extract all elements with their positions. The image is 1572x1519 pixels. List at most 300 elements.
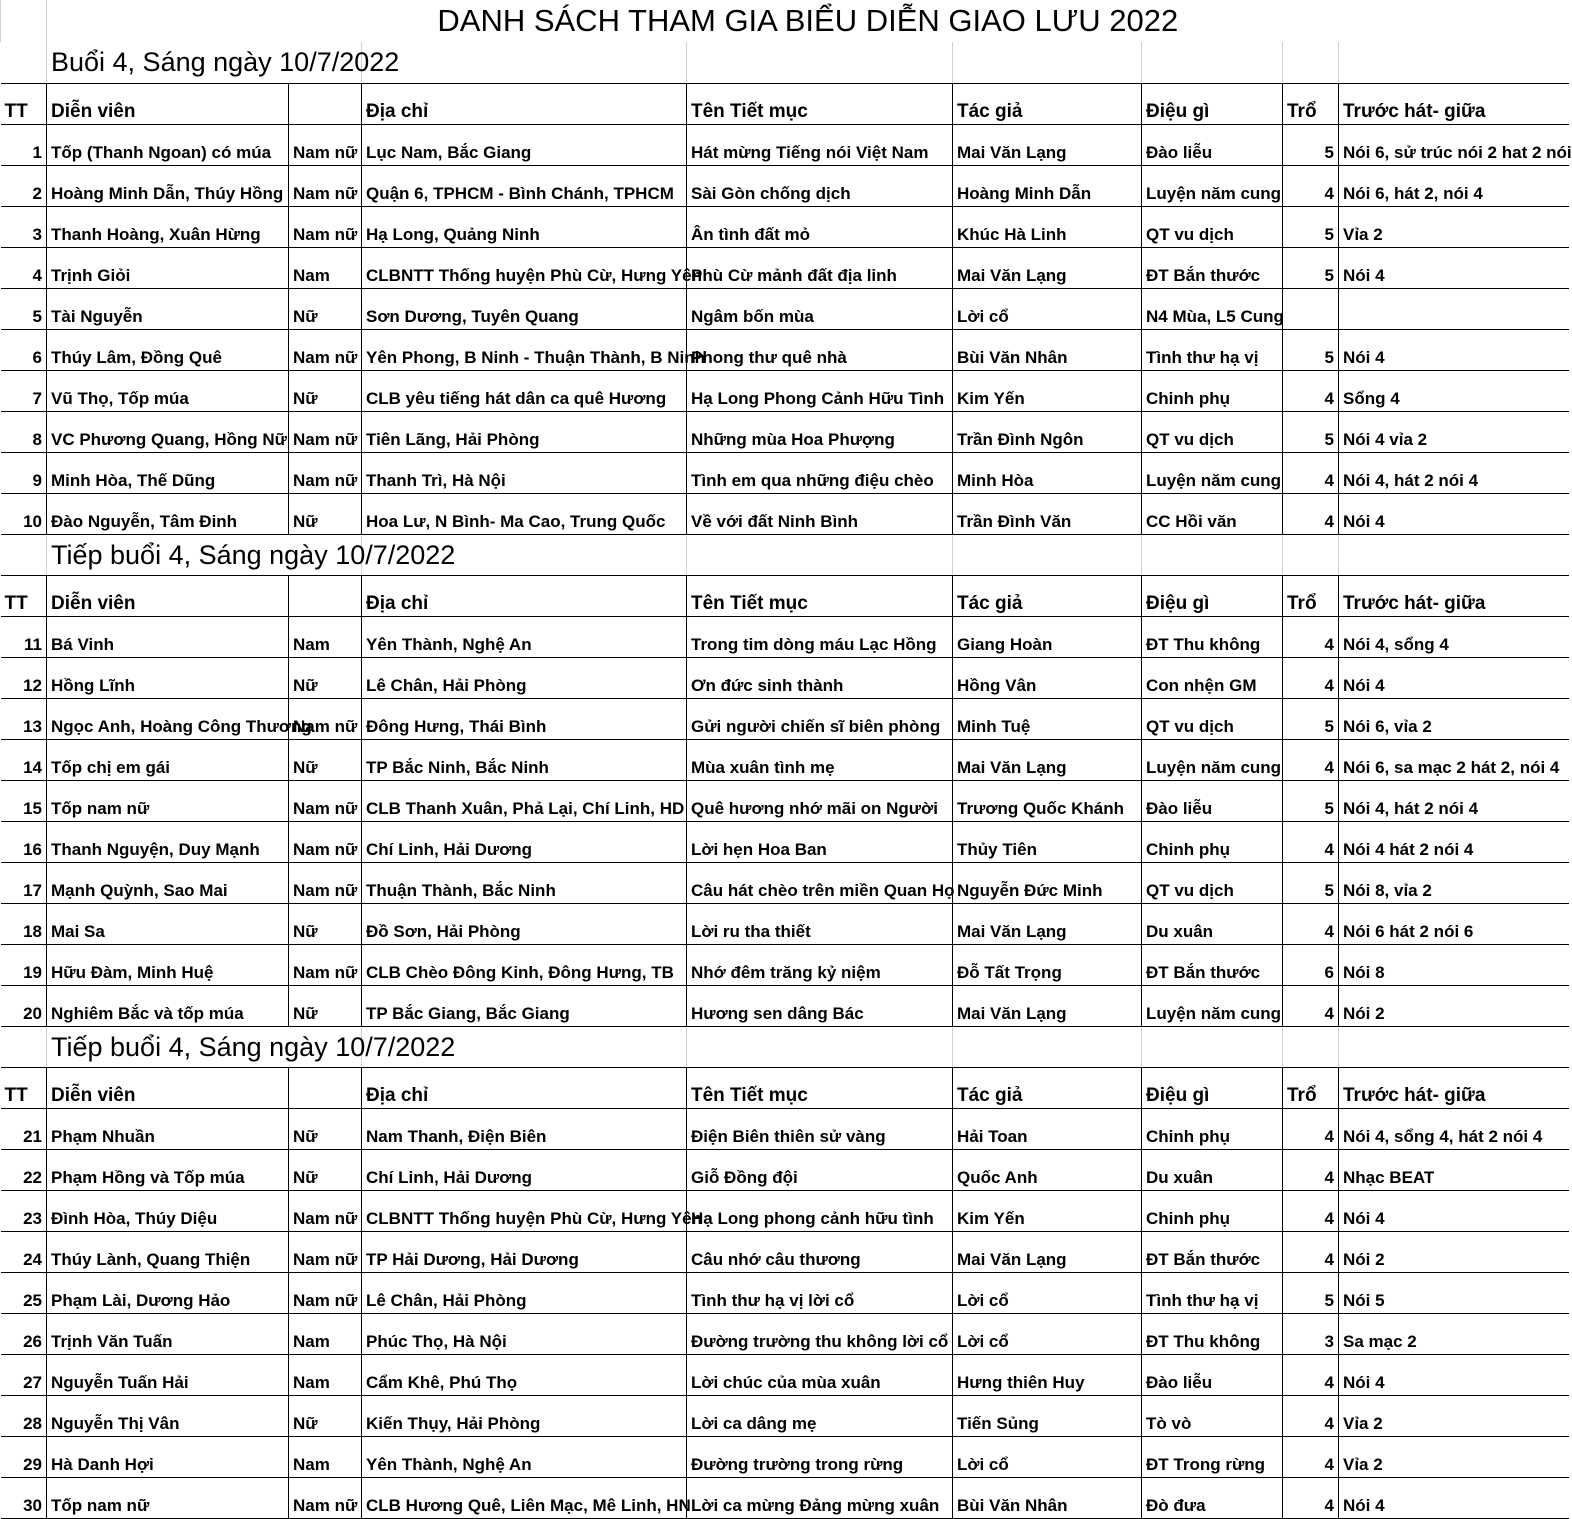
cell-gender: Nữ	[289, 493, 362, 534]
column-header-row	[1, 1067, 1569, 1108]
cell-gender: Nam nữ	[289, 780, 362, 821]
table-row	[1, 616, 1569, 657]
cell-performer: Mạnh Quỳnh, Sao Mai	[47, 862, 289, 903]
cell-gender: Nữ	[289, 903, 362, 944]
cell-tro: 4	[1283, 1190, 1339, 1231]
cell-author: Hải Toan	[953, 1108, 1142, 1149]
cell-tune: Đào liễu	[1142, 1354, 1283, 1395]
cell-address: Tiên Lãng, Hải Phòng	[362, 411, 687, 452]
cell-before-mid: Nói 4	[1339, 1477, 1569, 1518]
cell-piece: Hát mừng Tiếng nói Việt Nam	[687, 124, 953, 165]
column-header-before-mid: Trước hát- giữa	[1339, 1067, 1569, 1108]
cell-tro: 3	[1283, 1313, 1339, 1354]
cell-performer: Tốp nam nữ	[47, 780, 289, 821]
cell-piece: Đường trường thu không lời cổ	[687, 1313, 953, 1354]
cell-before-mid: Nói 4	[1339, 1190, 1569, 1231]
cell-piece: Lời chúc của mùa xuân	[687, 1354, 953, 1395]
cell-author: Minh Tuệ	[953, 698, 1142, 739]
column-header-address: Địa chỉ	[362, 575, 687, 616]
cell-tt: 22	[1, 1149, 47, 1190]
cell-author: Tiến Sủng	[953, 1395, 1142, 1436]
cell-tt: 23	[1, 1190, 47, 1231]
empty-cell	[953, 534, 1142, 575]
table-row	[1, 124, 1569, 165]
cell-gender: Nam nữ	[289, 821, 362, 862]
cell-piece: Hạ Long phong cảnh hữu tình	[687, 1190, 953, 1231]
cell-author: Mai Văn Lạng	[953, 1231, 1142, 1272]
cell-tro: 4	[1283, 1395, 1339, 1436]
cell-tune: Con nhện GM	[1142, 657, 1283, 698]
empty-cell	[1283, 42, 1339, 83]
column-header-before-mid: Trước hát- giữa	[1339, 575, 1569, 616]
cell-tune: QT vu dịch	[1142, 411, 1283, 452]
cell-tune: Du xuân	[1142, 1149, 1283, 1190]
cell-performer: Hà Danh Hợi	[47, 1436, 289, 1477]
cell-before-mid: Nói 6, hát 2, nói 4	[1339, 165, 1569, 206]
cell-tro: 6	[1283, 944, 1339, 985]
table-row	[1, 493, 1569, 534]
cell-author: Quốc Anh	[953, 1149, 1142, 1190]
cell-tro: 4	[1283, 165, 1339, 206]
cell-piece: Tình thư hạ vị lời cổ	[687, 1272, 953, 1313]
cell-gender: Nam nữ	[289, 165, 362, 206]
cell-performer: Phạm Hồng và Tốp múa	[47, 1149, 289, 1190]
table-row	[1, 329, 1569, 370]
cell-tt: 24	[1, 1231, 47, 1272]
cell-piece: Quê hương nhớ mãi on Người	[687, 780, 953, 821]
cell-tune: Luyện năm cung	[1142, 452, 1283, 493]
cell-tt: 1	[1, 124, 47, 165]
cell-performer: Tốp chị em gái	[47, 739, 289, 780]
cell-gender: Nam nữ	[289, 124, 362, 165]
table-row	[1, 1313, 1569, 1354]
cell-address: Yên Thành, Nghệ An	[362, 1436, 687, 1477]
session-heading-row	[1, 1026, 1569, 1067]
cell-author: Hồng Vân	[953, 657, 1142, 698]
cell-piece: Nhớ đêm trăng kỷ niệm	[687, 944, 953, 985]
cell-address: Thuận Thành, Bắc Ninh	[362, 862, 687, 903]
cell-tro: 4	[1283, 739, 1339, 780]
cell-author: Mai Văn Lạng	[953, 124, 1142, 165]
table-row	[1, 739, 1569, 780]
cell-author: Nguyễn Đức Minh	[953, 862, 1142, 903]
column-header-performer: Diễn viên	[47, 83, 289, 124]
empty-cell	[687, 42, 953, 83]
cell-tt: 6	[1, 329, 47, 370]
cell-gender: Nam nữ	[289, 1477, 362, 1518]
cell-performer: Nguyễn Thị Vân	[47, 1395, 289, 1436]
cell-piece: Điện Biên thiên sử vàng	[687, 1108, 953, 1149]
cell-tro: 4	[1283, 1231, 1339, 1272]
cell-author: Lời cổ	[953, 1313, 1142, 1354]
cell-tt: 25	[1, 1272, 47, 1313]
cell-address: Cẩm Khê, Phú Thọ	[362, 1354, 687, 1395]
cell-tro: 5	[1283, 206, 1339, 247]
column-header-tro: Trổ	[1283, 83, 1339, 124]
session-heading: Buổi 4, Sáng ngày 10/7/2022	[47, 42, 362, 83]
empty-cell	[1339, 1026, 1569, 1067]
title-row	[1, 0, 1569, 42]
cell-tt: 4	[1, 247, 47, 288]
cell-address: TP Bắc Giang, Bắc Giang	[362, 985, 687, 1026]
cell-piece: Lời ca dâng mẹ	[687, 1395, 953, 1436]
cell-tune: Chinh phụ	[1142, 370, 1283, 411]
cell-tune: Tò vò	[1142, 1395, 1283, 1436]
cell-tro: 4	[1283, 1149, 1339, 1190]
cell-piece: Ơn đức sinh thành	[687, 657, 953, 698]
cell-performer: Đình Hòa, Thúy Diệu	[47, 1190, 289, 1231]
cell-tune: CC Hồi văn	[1142, 493, 1283, 534]
cell-performer: Ngọc Anh, Hoàng Công Thương	[47, 698, 289, 739]
cell-gender: Nữ	[289, 288, 362, 329]
empty-cell	[687, 534, 953, 575]
table-row	[1, 370, 1569, 411]
cell-tt: 18	[1, 903, 47, 944]
cell-tt: 27	[1, 1354, 47, 1395]
cell-before-mid: Nói 4, sổng 4	[1339, 616, 1569, 657]
cell-author: Đỗ Tất Trọng	[953, 944, 1142, 985]
cell-tt: 2	[1, 165, 47, 206]
cell-address: CLB Thanh Xuân, Phả Lại, Chí Linh, HD	[362, 780, 687, 821]
cell-piece: Giỗ Đồng đội	[687, 1149, 953, 1190]
cell-performer: Mai Sa	[47, 903, 289, 944]
cell-piece: Trong tim dòng máu Lạc Hồng	[687, 616, 953, 657]
cell-before-mid: Nói 4 hát 2 nói 4	[1339, 821, 1569, 862]
column-header-before-mid: Trước hát- giữa	[1339, 83, 1569, 124]
column-header-tt: TT	[1, 575, 47, 616]
cell-tt: 28	[1, 1395, 47, 1436]
column-header-row	[1, 83, 1569, 124]
cell-tt: 10	[1, 493, 47, 534]
table-row	[1, 1190, 1569, 1231]
cell-tro: 4	[1283, 616, 1339, 657]
cell-author: Hưng thiên Huy	[953, 1354, 1142, 1395]
cell-before-mid: Nhạc BEAT	[1339, 1149, 1569, 1190]
cell-gender: Nam nữ	[289, 1272, 362, 1313]
cell-tune: Tình thư hạ vị	[1142, 329, 1283, 370]
cell-piece: Phong thư quê nhà	[687, 329, 953, 370]
cell-author: Lời cổ	[953, 288, 1142, 329]
cell-address: Hạ Long, Quảng Ninh	[362, 206, 687, 247]
empty-cell	[1142, 1026, 1283, 1067]
table-row	[1, 1231, 1569, 1272]
table-row	[1, 247, 1569, 288]
table-row	[1, 411, 1569, 452]
cell-before-mid: Nói 6 hát 2 nói 6	[1339, 903, 1569, 944]
cell-before-mid: Nói 4, hát 2 nói 4	[1339, 452, 1569, 493]
cell-tro: 5	[1283, 1272, 1339, 1313]
cell-performer: Trịnh Giỏi	[47, 247, 289, 288]
cell-performer: Đào Nguyễn, Tâm Đinh	[47, 493, 289, 534]
cell-tro	[1283, 288, 1339, 329]
column-header-piece: Tên Tiết mục	[687, 1067, 953, 1108]
cell-address: Chí Linh, Hải Dương	[362, 1149, 687, 1190]
column-header-tune: Điệu gì	[1142, 83, 1283, 124]
cell-gender: Nữ	[289, 1108, 362, 1149]
title-lead-cell	[1, 0, 47, 42]
table-row	[1, 698, 1569, 739]
column-header-gender	[289, 575, 362, 616]
cell-gender: Nữ	[289, 657, 362, 698]
cell-tune: Luyện năm cung	[1142, 985, 1283, 1026]
cell-tune: Đò đưa	[1142, 1477, 1283, 1518]
cell-tro: 5	[1283, 862, 1339, 903]
cell-before-mid: Sổng 4	[1339, 370, 1569, 411]
session-heading: Tiếp buổi 4, Sáng ngày 10/7/2022	[47, 1026, 362, 1067]
cell-performer: Minh Hòa, Thế Dũng	[47, 452, 289, 493]
column-header-gender	[289, 83, 362, 124]
cell-before-mid: Nói 6, sa mạc 2 hát 2, nói 4	[1339, 739, 1569, 780]
cell-tro: 5	[1283, 698, 1339, 739]
cell-performer: Thúy Lành, Quang Thiện	[47, 1231, 289, 1272]
column-header-tro: Trổ	[1283, 575, 1339, 616]
cell-tune: ĐT Trong rừng	[1142, 1436, 1283, 1477]
column-header-piece: Tên Tiết mục	[687, 575, 953, 616]
cell-gender: Nữ	[289, 1395, 362, 1436]
cell-piece: Lời ru tha thiết	[687, 903, 953, 944]
cell-performer: Phạm Nhuần	[47, 1108, 289, 1149]
cell-before-mid: Nói 6, sử trúc nói 2 hat 2 nói	[1339, 124, 1569, 165]
column-header-author: Tác giả	[953, 575, 1142, 616]
cell-piece: Ngâm bốn mùa	[687, 288, 953, 329]
cell-author: Thủy Tiên	[953, 821, 1142, 862]
cell-gender: Nam nữ	[289, 862, 362, 903]
cell-address: Lục Nam, Bắc Giang	[362, 124, 687, 165]
cell-tt: 11	[1, 616, 47, 657]
cell-gender: Nam	[289, 247, 362, 288]
table-row	[1, 821, 1569, 862]
column-header-performer: Diễn viên	[47, 575, 289, 616]
cell-performer: Tốp nam nữ	[47, 1477, 289, 1518]
cell-performer: Hồng Lĩnh	[47, 657, 289, 698]
cell-tro: 5	[1283, 329, 1339, 370]
cell-before-mid: Nói 4	[1339, 329, 1569, 370]
cell-performer: Thanh Hoàng, Xuân Hừng	[47, 206, 289, 247]
cell-before-mid: Nói 2	[1339, 1231, 1569, 1272]
cell-tune: N4 Mùa, L5 Cung	[1142, 288, 1283, 329]
cell-gender: Nữ	[289, 370, 362, 411]
cell-before-mid: Sa mạc 2	[1339, 1313, 1569, 1354]
cell-tune: ĐT Bắn thước	[1142, 1231, 1283, 1272]
cell-address: CLB Chèo Đông Kinh, Đông Hưng, TB	[362, 944, 687, 985]
column-header-tune: Điệu gì	[1142, 575, 1283, 616]
cell-tune: QT vu dịch	[1142, 698, 1283, 739]
column-header-performer: Diễn viên	[47, 1067, 289, 1108]
cell-tune: ĐT Thu không	[1142, 1313, 1283, 1354]
cell-performer: Hoàng Minh Dẫn, Thúy Hồng	[47, 165, 289, 206]
cell-tune: QT vu dịch	[1142, 206, 1283, 247]
cell-before-mid: Nói 4	[1339, 1354, 1569, 1395]
cell-author: Mai Văn Lạng	[953, 247, 1142, 288]
cell-piece: Hương sen dâng Bác	[687, 985, 953, 1026]
cell-piece: Sài Gòn chống dịch	[687, 165, 953, 206]
column-header-address: Địa chỉ	[362, 1067, 687, 1108]
cell-address: Kiến Thụy, Hải Phòng	[362, 1395, 687, 1436]
empty-cell	[1142, 42, 1283, 83]
table-row	[1, 1149, 1569, 1190]
cell-piece: Câu nhớ câu thương	[687, 1231, 953, 1272]
cell-author: Kim Yến	[953, 1190, 1142, 1231]
cell-tune: ĐT Bắn thước	[1142, 247, 1283, 288]
cell-gender: Nam	[289, 1354, 362, 1395]
empty-cell	[1339, 534, 1569, 575]
cell-piece: Những mùa Hoa Phượng	[687, 411, 953, 452]
cell-address: Hoa Lư, N Bình- Ma Cao, Trung Quốc	[362, 493, 687, 534]
cell-address: Yên Thành, Nghệ An	[362, 616, 687, 657]
column-header-address: Địa chỉ	[362, 83, 687, 124]
cell-before-mid: Nói 5	[1339, 1272, 1569, 1313]
cell-gender: Nam nữ	[289, 1231, 362, 1272]
cell-author: Lời cổ	[953, 1272, 1142, 1313]
cell-performer: Tài Nguyễn	[47, 288, 289, 329]
cell-tune: Du xuân	[1142, 903, 1283, 944]
cell-address: CLBNTT Thống huyện Phù Cừ, Hưng Yên	[362, 1190, 687, 1231]
cell-author: Trần Đình Ngôn	[953, 411, 1142, 452]
cell-performer: Tốp (Thanh Ngoan) có múa	[47, 124, 289, 165]
cell-tune: Đào liễu	[1142, 780, 1283, 821]
empty-cell	[1142, 534, 1283, 575]
cell-gender: Nam nữ	[289, 411, 362, 452]
cell-tt: 26	[1, 1313, 47, 1354]
table-row	[1, 288, 1569, 329]
cell-tune: Đào liễu	[1142, 124, 1283, 165]
cell-gender: Nam nữ	[289, 944, 362, 985]
cell-author: Bùi Văn Nhân	[953, 329, 1142, 370]
cell-address: Lê Chân, Hải Phòng	[362, 1272, 687, 1313]
cell-address: Thanh Trì, Hà Nội	[362, 452, 687, 493]
cell-author: Trương Quốc Khánh	[953, 780, 1142, 821]
cell-tt: 13	[1, 698, 47, 739]
cell-tune: QT vu dịch	[1142, 862, 1283, 903]
cell-gender: Nam nữ	[289, 452, 362, 493]
cell-gender: Nam	[289, 1436, 362, 1477]
cell-gender: Nữ	[289, 739, 362, 780]
cell-address: Nam Thanh, Điện Biên	[362, 1108, 687, 1149]
table-row	[1, 862, 1569, 903]
cell-piece: Lời ca mừng Đảng mừng xuân	[687, 1477, 953, 1518]
table-row	[1, 780, 1569, 821]
cell-author: Mai Văn Lạng	[953, 739, 1142, 780]
cell-piece: Hạ Long Phong Cảnh Hữu Tình	[687, 370, 953, 411]
cell-tt: 21	[1, 1108, 47, 1149]
column-header-author: Tác giả	[953, 83, 1142, 124]
cell-performer: Trịnh Văn Tuấn	[47, 1313, 289, 1354]
cell-tro: 5	[1283, 411, 1339, 452]
cell-tt: 14	[1, 739, 47, 780]
cell-address: Yên Phong, B Ninh - Thuận Thành, B Ninh	[362, 329, 687, 370]
cell-author: Hoàng Minh Dẫn	[953, 165, 1142, 206]
cell-tro: 4	[1283, 657, 1339, 698]
cell-gender: Nữ	[289, 985, 362, 1026]
cell-tt: 3	[1, 206, 47, 247]
column-header-tt: TT	[1, 1067, 47, 1108]
cell-tt: 29	[1, 1436, 47, 1477]
cell-performer: Thúy Lâm, Đồng Quê	[47, 329, 289, 370]
cell-before-mid: Vỉa 2	[1339, 1395, 1569, 1436]
cell-tune: Luyện năm cung	[1142, 739, 1283, 780]
cell-author: Bùi Văn Nhân	[953, 1477, 1142, 1518]
cell-author: Khúc Hà Linh	[953, 206, 1142, 247]
session-heading: Tiếp buổi 4, Sáng ngày 10/7/2022	[47, 534, 362, 575]
table-row	[1, 165, 1569, 206]
cell-tt: 20	[1, 985, 47, 1026]
cell-author: Mai Văn Lạng	[953, 903, 1142, 944]
cell-author: Trần Đình Văn	[953, 493, 1142, 534]
cell-author: Mai Văn Lạng	[953, 985, 1142, 1026]
cell-tt: 5	[1, 288, 47, 329]
cell-tt: 19	[1, 944, 47, 985]
cell-tro: 4	[1283, 1477, 1339, 1518]
cell-tro: 4	[1283, 1436, 1339, 1477]
empty-cell	[1, 534, 47, 575]
empty-cell	[953, 42, 1142, 83]
cell-tune: Luyện năm cung	[1142, 165, 1283, 206]
cell-address: TP Bắc Ninh, Bắc Ninh	[362, 739, 687, 780]
cell-before-mid: Nói 4	[1339, 247, 1569, 288]
column-header-row	[1, 575, 1569, 616]
empty-cell	[953, 1026, 1142, 1067]
cell-tro: 4	[1283, 821, 1339, 862]
cell-author: Minh Hòa	[953, 452, 1142, 493]
cell-address: Quận 6, TPHCM - Bình Chánh, TPHCM	[362, 165, 687, 206]
cell-tro: 4	[1283, 493, 1339, 534]
cell-performer: Hữu Đàm, Minh Huệ	[47, 944, 289, 985]
cell-author: Lời cổ	[953, 1436, 1142, 1477]
cell-tt: 15	[1, 780, 47, 821]
table-row	[1, 944, 1569, 985]
cell-address: TP Hải Dương, Hải Dương	[362, 1231, 687, 1272]
table-row	[1, 1354, 1569, 1395]
cell-gender: Nam nữ	[289, 329, 362, 370]
cell-tro: 4	[1283, 1108, 1339, 1149]
table-row	[1, 1108, 1569, 1149]
cell-before-mid: Nói 4, hát 2 nói 4	[1339, 780, 1569, 821]
cell-tt: 12	[1, 657, 47, 698]
cell-tune: ĐT Thu không	[1142, 616, 1283, 657]
cell-tt: 30	[1, 1477, 47, 1518]
cell-piece: Về với đất Ninh Bình	[687, 493, 953, 534]
cell-tt: 16	[1, 821, 47, 862]
column-header-piece: Tên Tiết mục	[687, 83, 953, 124]
cell-tt: 9	[1, 452, 47, 493]
cell-tro: 4	[1283, 370, 1339, 411]
cell-performer: Bá Vinh	[47, 616, 289, 657]
cell-tro: 4	[1283, 1354, 1339, 1395]
cell-author: Kim Yến	[953, 370, 1142, 411]
column-header-gender	[289, 1067, 362, 1108]
cell-tro: 5	[1283, 124, 1339, 165]
cell-address: Đông Hưng, Thái Bình	[362, 698, 687, 739]
cell-performer: Vũ Thọ, Tốp múa	[47, 370, 289, 411]
cell-gender: Nam nữ	[289, 1190, 362, 1231]
cell-piece: Phù Cừ mảnh đất địa linh	[687, 247, 953, 288]
cell-tt: 8	[1, 411, 47, 452]
cell-address: Chí Linh, Hải Dương	[362, 821, 687, 862]
cell-tro: 4	[1283, 985, 1339, 1026]
cell-performer: Thanh Nguyện, Duy Mạnh	[47, 821, 289, 862]
cell-before-mid: Nói 4, sổng 4, hát 2 nói 4	[1339, 1108, 1569, 1149]
cell-address: Sơn Dương, Tuyên Quang	[362, 288, 687, 329]
cell-performer: VC Phương Quang, Hồng Nữ	[47, 411, 289, 452]
empty-cell	[1, 1026, 47, 1067]
cell-piece: Đường trường trong rừng	[687, 1436, 953, 1477]
column-header-tt: TT	[1, 83, 47, 124]
empty-cell	[1, 42, 47, 83]
cell-address: Phúc Thọ, Hà Nội	[362, 1313, 687, 1354]
cell-tro: 5	[1283, 247, 1339, 288]
sheet-title: DANH SÁCH THAM GIA BIỂU DIỄN GIAO LƯU 2022	[47, 0, 1569, 42]
cell-before-mid: Nói 2	[1339, 985, 1569, 1026]
